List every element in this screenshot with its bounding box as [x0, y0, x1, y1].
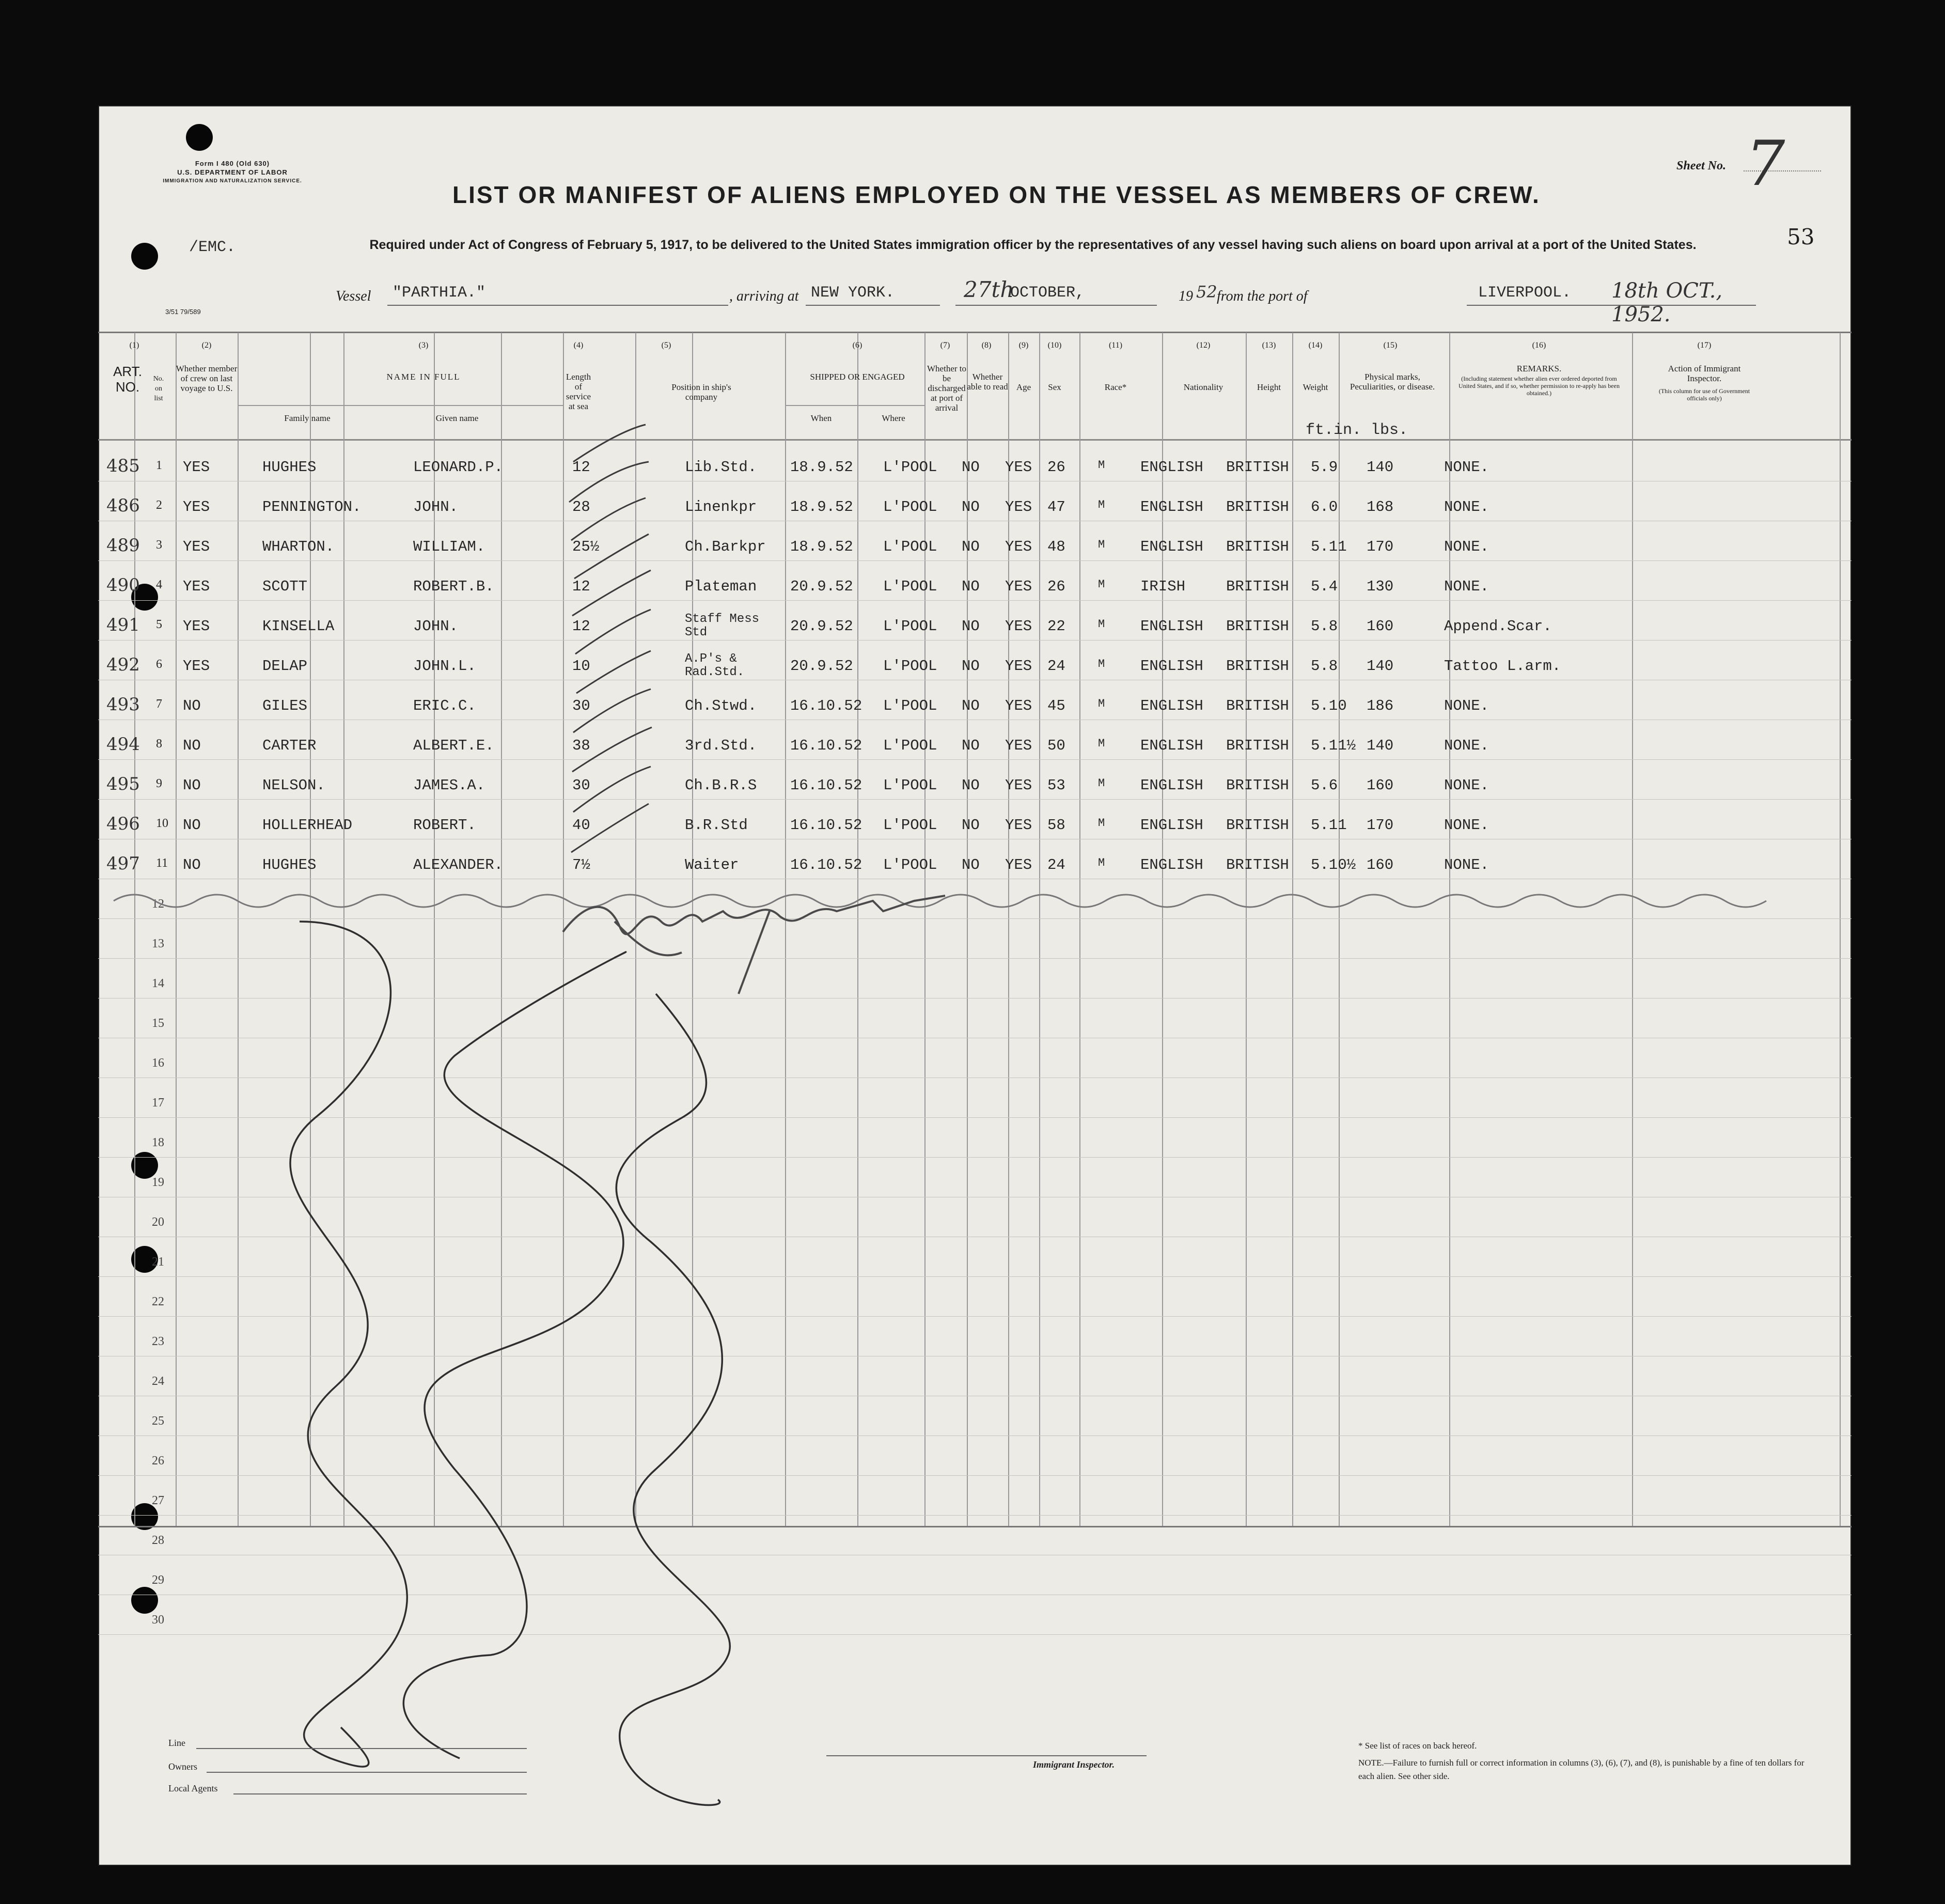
row-able-read: YES: [1005, 817, 1032, 834]
row-able-read: YES: [1005, 658, 1032, 675]
row-length-service: 40: [572, 817, 590, 834]
colnum-15: (15): [1383, 341, 1398, 350]
row-weight: 140: [1367, 459, 1394, 476]
blank-line-number: 21: [152, 1255, 164, 1269]
row-physical-marks: NONE.: [1444, 737, 1489, 754]
col-inspector-action: Action of Immigrant Inspector.: [1668, 364, 1741, 383]
row-discharged: NO: [962, 578, 980, 595]
row-discharged: NO: [962, 856, 980, 873]
row-art-no: 495: [106, 774, 140, 794]
row-line-number: 5: [156, 618, 162, 631]
sheet-number: 7: [1746, 128, 1785, 200]
row-shipped-when: 18.9.52: [790, 538, 853, 555]
col-no-on-list: No. on list: [153, 375, 164, 402]
row-shipped-where: L'POOL: [883, 777, 937, 794]
row-race: ENGLISH: [1140, 498, 1203, 516]
row-weight: 168: [1367, 498, 1394, 516]
colnum-9: (9): [1018, 341, 1029, 350]
row-able-read: YES: [1005, 459, 1032, 476]
row-weight: 160: [1367, 777, 1394, 794]
row-able-read: YES: [1005, 578, 1032, 595]
row-prev-crew: YES: [183, 538, 210, 555]
row-sex: M: [1098, 578, 1105, 591]
colnum-8: (8): [981, 341, 992, 350]
row-shipped-when: 16.10.52: [790, 817, 862, 834]
row-nationality: BRITISH: [1226, 737, 1289, 754]
row-family-name: SCOTT: [262, 578, 308, 595]
row-line-number: 11: [156, 856, 168, 870]
arrival-month: OCTOBER,: [1010, 284, 1085, 302]
colnum-14: (14): [1308, 341, 1323, 350]
row-position: A.P's & Rad.Std.: [685, 652, 745, 679]
department: U.S. DEPARTMENT OF LABOR: [177, 168, 288, 176]
row-prev-crew: YES: [183, 459, 210, 476]
row-family-name: HOLLERHEAD: [262, 817, 353, 834]
blank-line-number: 17: [152, 1096, 164, 1110]
colnum-2: (2): [201, 341, 212, 350]
row-given-name: JOHN.: [413, 498, 459, 516]
row-able-read: YES: [1005, 618, 1032, 635]
form-code: /EMC.: [189, 239, 236, 256]
row-shipped-where: L'POOL: [883, 578, 937, 595]
row-line-number: 7: [156, 697, 162, 711]
row-prev-crew: YES: [183, 578, 210, 595]
row-able-read: YES: [1005, 856, 1032, 873]
row-able-read: YES: [1005, 737, 1032, 754]
row-height: 5.11½: [1311, 737, 1356, 754]
service-name: IMMIGRATION AND NATURALIZATION SERVICE.: [163, 178, 302, 184]
row-height: 5.6: [1311, 777, 1338, 794]
row-art-no: 491: [106, 615, 140, 635]
row-physical-marks: Tattoo L.arm.: [1444, 658, 1561, 675]
row-family-name: WHARTON.: [262, 538, 335, 555]
row-art-no: 496: [106, 814, 140, 834]
row-shipped-where: L'POOL: [883, 618, 937, 635]
row-discharged: NO: [962, 737, 980, 754]
row-height: 5.10½: [1311, 856, 1356, 873]
blank-line-number: 24: [152, 1375, 164, 1388]
arrival-year: 52: [1196, 282, 1217, 302]
row-position: Ch.Stwd.: [685, 697, 757, 714]
row-shipped-when: 20.9.52: [790, 618, 853, 635]
col-art-no: ART. NO.: [113, 364, 142, 395]
row-sex: M: [1098, 498, 1105, 511]
check-marks: [569, 425, 652, 852]
row-age: 48: [1047, 538, 1065, 555]
row-prev-crew: YES: [183, 498, 210, 516]
colnum-5: (5): [661, 341, 671, 350]
row-sex: M: [1098, 658, 1105, 670]
row-sex: M: [1098, 777, 1105, 790]
row-nationality: BRITISH: [1226, 459, 1289, 476]
form-ref: 3/51 79/589: [165, 308, 201, 316]
row-line-number: 4: [156, 578, 162, 591]
colnum-4: (4): [573, 341, 584, 350]
row-nationality: BRITISH: [1226, 538, 1289, 555]
row-given-name: ALEXANDER.: [413, 856, 504, 873]
footer-owners-rule: [207, 1772, 527, 1773]
blank-line-number: 23: [152, 1335, 164, 1348]
row-physical-marks: NONE.: [1444, 856, 1489, 873]
row-art-no: 490: [106, 575, 140, 596]
colnum-1: (1): [129, 341, 139, 350]
row-length-service: 38: [572, 737, 590, 754]
row-weight: 170: [1367, 538, 1394, 555]
row-art-no: 489: [106, 535, 140, 556]
row-nationality: BRITISH: [1226, 777, 1289, 794]
row-given-name: WILLIAM.: [413, 538, 485, 555]
col-shipped-engaged: SHIPPED OR ENGAGED: [810, 372, 905, 382]
row-discharged: NO: [962, 777, 980, 794]
requirement-text: Required under Act of Congress of February 5, 1917, to be delivered to the United States immigration officer by the representatives of any vessel having such aliens on board upon arrival at a port of the United States.: [369, 238, 1697, 252]
penalty-note: NOTE.—Failure to furnish full or correct information in columns (3), (6), (7), and (8), is punishable by a fine of ten dollars for each alien. See other side.: [1358, 1758, 1805, 1781]
blank-line-number: 30: [152, 1613, 164, 1627]
year-prefix: 19: [1179, 288, 1193, 304]
blank-line-number: 25: [152, 1414, 164, 1428]
blank-line-number: 29: [152, 1573, 164, 1587]
row-physical-marks: Append.Scar.: [1444, 618, 1552, 635]
row-position: B.R.Std: [685, 817, 748, 834]
row-height: 5.8: [1311, 618, 1338, 635]
row-given-name: JOHN.: [413, 618, 459, 635]
row-prev-crew: NO: [183, 737, 201, 754]
colnum-7: (7): [940, 341, 950, 350]
blank-line-number: 27: [152, 1494, 164, 1507]
row-shipped-where: L'POOL: [883, 538, 937, 555]
row-family-name: HUGHES: [262, 459, 317, 476]
row-discharged: NO: [962, 658, 980, 675]
remarks-note: (Including statement whether alien ever ordered deported from United States, and if so, whether permission to re-apply has been obtained.): [1458, 375, 1620, 397]
row-prev-crew: NO: [183, 777, 201, 794]
page-stamp: 53: [1787, 224, 1815, 249]
blank-line-number: 20: [152, 1215, 164, 1229]
row-sex: M: [1098, 737, 1105, 750]
row-family-name: KINSELLA: [262, 618, 335, 635]
from-label: from the port of: [1217, 288, 1308, 304]
row-discharged: NO: [962, 618, 980, 635]
row-height: 5.9: [1311, 459, 1338, 476]
row-race: ENGLISH: [1140, 697, 1203, 714]
row-age: 22: [1047, 618, 1065, 635]
row-prev-crew: NO: [183, 856, 201, 873]
row-age: 24: [1047, 658, 1065, 675]
row-race: ENGLISH: [1140, 538, 1203, 555]
col-physical-marks: Physical marks, Peculiarities, or disease.: [1350, 372, 1435, 392]
row-line-number: 3: [156, 538, 162, 552]
row-line-number: 6: [156, 658, 162, 671]
row-race: ENGLISH: [1140, 856, 1203, 873]
row-height: 5.11: [1311, 538, 1347, 555]
row-line-number: 9: [156, 777, 162, 790]
row-position: Lib.Std.: [685, 459, 757, 476]
row-height: 5.8: [1311, 658, 1338, 675]
col-where: Where: [882, 413, 905, 423]
row-shipped-where: L'POOL: [883, 737, 937, 754]
row-weight: 160: [1367, 856, 1394, 873]
row-race: IRISH: [1140, 578, 1186, 595]
row-nationality: BRITISH: [1226, 856, 1289, 873]
row-prev-crew: YES: [183, 658, 210, 675]
colnum-13: (13): [1262, 341, 1276, 350]
row-sex: M: [1098, 856, 1105, 869]
signature-mark: [563, 896, 945, 994]
row-prev-crew: YES: [183, 618, 210, 635]
row-art-no: 494: [106, 734, 140, 755]
row-weight: 186: [1367, 697, 1394, 714]
row-position: 3rd.Std.: [685, 737, 757, 754]
colnum-10: (10): [1047, 341, 1062, 350]
arriving-label: , arriving at: [729, 288, 799, 304]
row-family-name: GILES: [262, 697, 308, 714]
blank-line-number: 16: [152, 1056, 164, 1070]
inspector-note: (This column for use of Government officials only): [1658, 387, 1750, 402]
colnum-16: (16): [1532, 341, 1546, 350]
colnum-3: (3): [418, 341, 429, 350]
row-physical-marks: NONE.: [1444, 697, 1489, 714]
row-weight: 130: [1367, 578, 1394, 595]
row-height: 5.4: [1311, 578, 1338, 595]
row-line-number: 1: [156, 459, 162, 472]
departure-date: 18th OCT., 1952.: [1611, 279, 1723, 326]
colnum-12: (12): [1196, 341, 1211, 350]
row-length-service: 10: [572, 658, 590, 675]
blank-line-number: 14: [152, 977, 164, 990]
arrival-day: 27th: [964, 277, 1014, 302]
row-height: 5.11: [1311, 817, 1347, 834]
row-given-name: ROBERT.B.: [413, 578, 494, 595]
row-art-no: 486: [106, 495, 140, 516]
row-position: Waiter: [685, 856, 739, 873]
row-sex: M: [1098, 817, 1105, 830]
row-nationality: BRITISH: [1226, 697, 1289, 714]
row-physical-marks: NONE.: [1444, 817, 1489, 834]
col-height: Height: [1257, 382, 1281, 392]
row-position: Staff Mess Std: [685, 612, 760, 639]
row-height: 6.0: [1311, 498, 1338, 516]
col-race: Race*: [1104, 382, 1127, 392]
col-prev-voyage: Whether member of crew on last voyage to U.S.: [176, 364, 238, 393]
blank-line-number: 15: [152, 1017, 164, 1030]
row-shipped-when: 16.10.52: [790, 697, 862, 714]
colnum-6: (6): [852, 341, 862, 350]
row-length-service: 28: [572, 498, 590, 516]
col-able-read: Whether able to read: [967, 372, 1008, 392]
col-sex: Sex: [1048, 382, 1061, 392]
inspector-rule: [826, 1755, 1147, 1756]
row-length-service: 12: [572, 618, 590, 635]
row-nationality: BRITISH: [1226, 817, 1289, 834]
col-family-name: Family name: [284, 413, 331, 423]
row-able-read: YES: [1005, 777, 1032, 794]
row-age: 26: [1047, 459, 1065, 476]
row-race: ENGLISH: [1140, 817, 1203, 834]
row-shipped-when: 18.9.52: [790, 459, 853, 476]
row-given-name: JAMES.A.: [413, 777, 485, 794]
row-nationality: BRITISH: [1226, 578, 1289, 595]
row-physical-marks: NONE.: [1444, 777, 1489, 794]
row-line-number: 10: [156, 817, 168, 830]
row-age: 50: [1047, 737, 1065, 754]
row-family-name: CARTER: [262, 737, 317, 754]
document-title: LIST OR MANIFEST OF ALIENS EMPLOYED ON THE VESSEL AS MEMBERS OF CREW.: [452, 181, 1541, 208]
row-height: 5.10: [1311, 697, 1347, 714]
row-shipped-when: 16.10.52: [790, 737, 862, 754]
col-given-name: Given name: [435, 413, 479, 423]
row-race: ENGLISH: [1140, 658, 1203, 675]
row-able-read: YES: [1005, 498, 1032, 516]
col-remarks: REMARKS.: [1516, 364, 1562, 373]
footer-line-rule: [196, 1748, 527, 1749]
row-discharged: NO: [962, 459, 980, 476]
row-shipped-when: 18.9.52: [790, 498, 853, 516]
blank-line-number: 28: [152, 1534, 164, 1547]
row-prev-crew: NO: [183, 697, 201, 714]
col-name-in-full: NAME IN FULL: [386, 372, 461, 382]
row-position: Ch.Barkpr: [685, 538, 766, 555]
footer-agents-label: Local Agents: [168, 1783, 218, 1793]
row-position: Ch.B.R.S: [685, 777, 757, 794]
row-weight: 160: [1367, 618, 1394, 635]
sheet-label: Sheet No.: [1676, 159, 1726, 173]
row-sex: M: [1098, 538, 1105, 551]
row-shipped-where: L'POOL: [883, 697, 937, 714]
blank-line-number: 13: [152, 937, 164, 950]
row-line-number: 8: [156, 737, 162, 751]
row-art-no: 493: [106, 694, 140, 715]
blank-line-number: 22: [152, 1295, 164, 1308]
row-physical-marks: NONE.: [1444, 538, 1489, 555]
row-nationality: BRITISH: [1226, 618, 1289, 635]
row-length-service: 30: [572, 697, 590, 714]
row-art-no: 485: [106, 456, 140, 476]
row-discharged: NO: [962, 817, 980, 834]
row-age: 58: [1047, 817, 1065, 834]
row-race: ENGLISH: [1140, 618, 1203, 635]
blank-line-number: 26: [152, 1454, 164, 1468]
row-able-read: YES: [1005, 538, 1032, 555]
row-shipped-where: L'POOL: [883, 817, 937, 834]
row-weight: 170: [1367, 817, 1394, 834]
row-shipped-where: L'POOL: [883, 498, 937, 516]
col-weight: Weight: [1303, 382, 1328, 392]
row-length-service: 30: [572, 777, 590, 794]
row-age: 53: [1047, 777, 1065, 794]
row-family-name: PENNINGTON.: [262, 498, 362, 516]
col-nationality: Nationality: [1183, 382, 1224, 392]
squiggle-lines: [290, 922, 730, 1805]
row-sex: M: [1098, 618, 1105, 631]
row-shipped-when: 20.9.52: [790, 578, 853, 595]
row-race: ENGLISH: [1140, 777, 1203, 794]
footer-line-label: Line: [168, 1738, 185, 1748]
vessel-name: "PARTHIA.": [393, 284, 486, 302]
row-sex: M: [1098, 697, 1105, 710]
row-nationality: BRITISH: [1226, 498, 1289, 516]
row-race: ENGLISH: [1140, 737, 1203, 754]
blank-line-number: 12: [152, 897, 164, 911]
row-discharged: NO: [962, 538, 980, 555]
colnum-17: (17): [1697, 341, 1712, 350]
row-position: Plateman: [685, 578, 757, 595]
row-shipped-when: 16.10.52: [790, 777, 862, 794]
row-nationality: BRITISH: [1226, 658, 1289, 675]
races-note: * See list of races on back hereof.: [1358, 1741, 1477, 1751]
row-physical-marks: NONE.: [1444, 459, 1489, 476]
col-length-service: Length of service at sea: [566, 372, 591, 411]
row-given-name: JOHN.L.: [413, 658, 476, 675]
row-shipped-where: L'POOL: [883, 856, 937, 873]
row-given-name: ERIC.C.: [413, 697, 476, 714]
blank-line-number: 19: [152, 1176, 164, 1189]
col-position: Position in ship's company: [671, 382, 731, 402]
row-length-service: 7½: [572, 856, 590, 873]
form-number: Form I 480 (Old 630): [195, 160, 270, 167]
manifest-sheet: [98, 105, 1852, 1866]
departure-port: LIVERPOOL.: [1478, 284, 1572, 302]
units-label: ft.in. lbs.: [1306, 422, 1408, 439]
blank-line-number: 18: [152, 1136, 164, 1149]
row-race: ENGLISH: [1140, 459, 1203, 476]
row-length-service: 25½: [572, 538, 600, 555]
row-shipped-when: 16.10.52: [790, 856, 862, 873]
row-weight: 140: [1367, 658, 1394, 675]
row-discharged: NO: [962, 498, 980, 516]
row-age: 45: [1047, 697, 1065, 714]
row-prev-crew: NO: [183, 817, 201, 834]
inspector-label: Immigrant Inspector.: [1033, 1759, 1115, 1770]
row-age: 24: [1047, 856, 1065, 873]
row-family-name: HUGHES: [262, 856, 317, 873]
footer-agents-rule: [233, 1793, 527, 1794]
col-discharged: Whether to be discharged at port of arrival: [927, 364, 966, 413]
row-shipped-where: L'POOL: [883, 459, 937, 476]
pen-marks: [98, 105, 1852, 1866]
row-family-name: DELAP: [262, 658, 308, 675]
colnum-11: (11): [1108, 341, 1123, 350]
row-art-no: 492: [106, 654, 140, 675]
row-sex: M: [1098, 459, 1105, 472]
row-art-no: 497: [106, 853, 140, 874]
row-shipped-when: 20.9.52: [790, 658, 853, 675]
row-line-number: 2: [156, 498, 162, 512]
row-family-name: NELSON.: [262, 777, 325, 794]
row-given-name: ALBERT.E.: [413, 737, 494, 754]
row-able-read: YES: [1005, 697, 1032, 714]
row-given-name: LEONARD.P.: [413, 459, 504, 476]
row-physical-marks: NONE.: [1444, 498, 1489, 516]
vessel-label: Vessel: [336, 288, 371, 304]
row-discharged: NO: [962, 697, 980, 714]
arrival-port: NEW YORK.: [811, 284, 895, 302]
row-length-service: 12: [572, 459, 590, 476]
row-given-name: ROBERT.: [413, 817, 476, 834]
row-age: 47: [1047, 498, 1065, 516]
row-position: Linenkpr: [685, 498, 757, 516]
row-weight: 140: [1367, 737, 1394, 754]
footer-owners-label: Owners: [168, 1761, 197, 1772]
row-age: 26: [1047, 578, 1065, 595]
row-physical-marks: NONE.: [1444, 578, 1489, 595]
row-shipped-where: L'POOL: [883, 658, 937, 675]
row-length-service: 12: [572, 578, 590, 595]
col-age: Age: [1016, 382, 1031, 392]
col-when: When: [810, 413, 832, 423]
